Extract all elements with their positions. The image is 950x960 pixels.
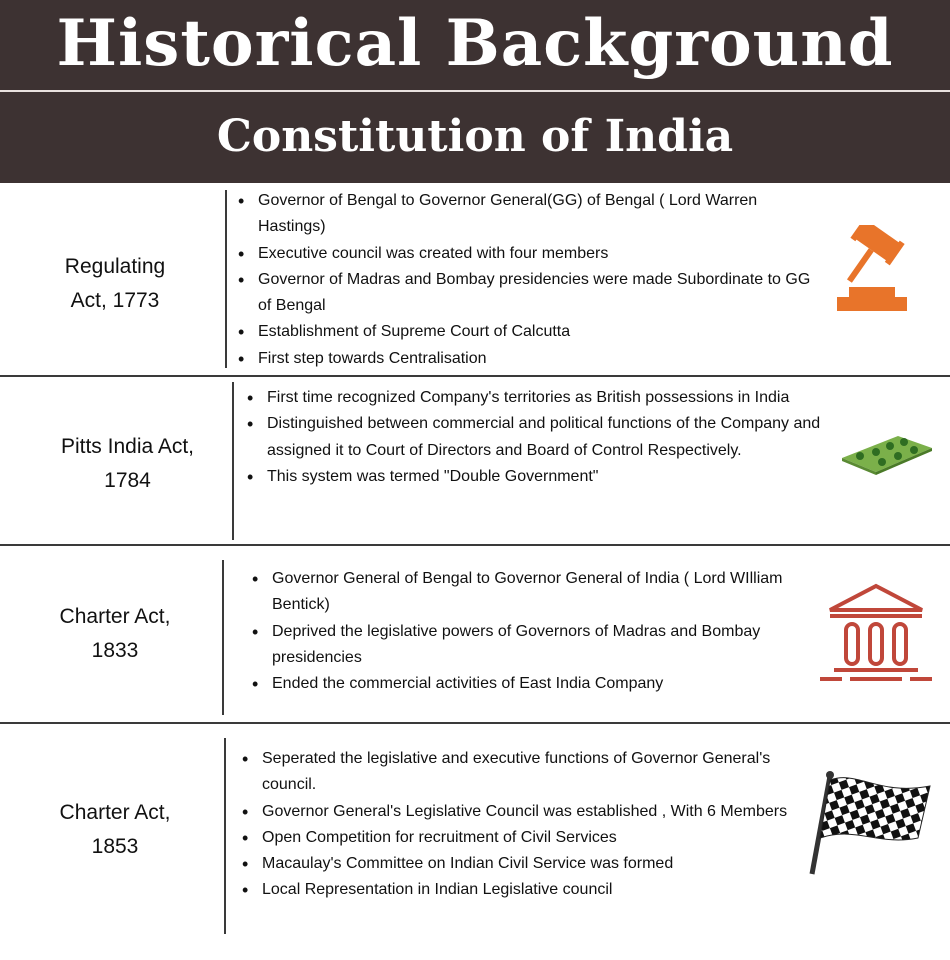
list-item: • Local Representation in Indian Legislative council [238, 877, 818, 903]
checkered-flag-icon [808, 768, 936, 880]
header-divider [0, 90, 950, 92]
act-points [234, 188, 814, 372]
list-item: • Establishment of Supreme Court of Calcutta [234, 319, 814, 345]
list-item: • Deprived the legislative powers of Governors of Madras and Bombay presidencies [248, 619, 823, 672]
list-item: • First time recognized Company's territories as British possessions in India [243, 385, 823, 411]
list-item: • Governor General's Legislative Council was established , With 6 Members [238, 799, 818, 825]
act-name: Charter Act, 1833 [59, 605, 171, 662]
list-item: • Governor of Madras and Bombay presidencies were made Subordinate to GG of Bengal [234, 267, 814, 320]
list-item: • This system was termed "Double Government" [243, 464, 823, 490]
act-name: Charter Act, 1853 [59, 801, 171, 858]
act-points [248, 566, 823, 697]
list-item: • Macaulay's Committee on Indian Civil Service was formed [238, 851, 818, 877]
page-title: Historical Background [56, 6, 894, 81]
list-item: • Distinguished between commercial and political functions of the Company and assigned it to Court of Directors and Board of Control Respectively. [243, 411, 823, 464]
page-subtitle: Constitution of India [216, 111, 734, 162]
header-banner [0, 0, 950, 183]
land-plot-icon [838, 428, 934, 476]
list-item: • Open Competition for recruitment of Civil Services [238, 825, 818, 851]
row-divider [0, 722, 950, 724]
act-points [243, 385, 823, 490]
column-divider [225, 190, 227, 368]
list-item: • Governor General of Bengal to Governor General of India ( Lord WIlliam Bentick) [248, 566, 823, 619]
gavel-icon [835, 225, 915, 315]
row-divider [0, 544, 950, 546]
row-divider [0, 375, 950, 377]
list-item: • Governor of Bengal to Governor General(GG) of Bengal ( Lord Warren Hastings) [234, 188, 814, 241]
list-item: • Seperated the legislative and executive functions of Governor General's council. [238, 746, 818, 799]
list-item: • Executive council was created with four members [234, 241, 814, 267]
act-points [238, 746, 818, 904]
column-divider [222, 560, 224, 715]
column-divider [224, 738, 226, 934]
column-divider [232, 382, 234, 540]
list-item: • First step towards Centralisation [234, 346, 814, 372]
act-name: Regulating Act, 1773 [64, 255, 166, 312]
act-name: Pitts India Act, 1784 [60, 435, 195, 492]
government-building-icon [818, 580, 934, 686]
list-item: • Ended the commercial activities of East India Company [248, 671, 823, 697]
